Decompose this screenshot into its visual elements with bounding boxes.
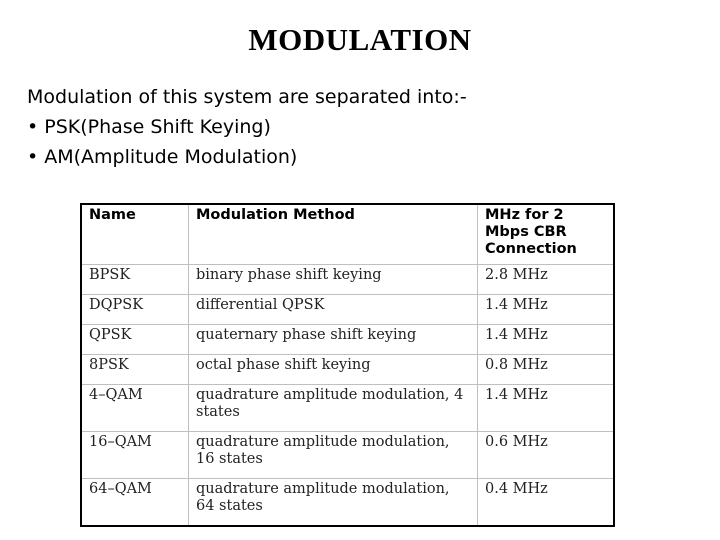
table-row	[81, 355, 614, 385]
cell-method: differential QPSK	[189, 295, 478, 325]
cell-mhz: 2.8 MHz	[478, 265, 615, 295]
page-title: MODULATION	[248, 22, 472, 57]
cell-mhz: 0.8 MHz	[478, 355, 615, 385]
bullet-am: • AM(Amplitude Modulation)	[27, 146, 298, 168]
table-row	[81, 432, 614, 479]
header-method: Modulation Method	[189, 204, 478, 265]
cell-name: 4–QAM	[81, 385, 189, 432]
table-header-row	[81, 204, 614, 265]
table-row	[81, 385, 614, 432]
cell-method: quaternary phase shift keying	[189, 325, 478, 355]
header-name: Name	[81, 204, 189, 265]
cell-mhz: 1.4 MHz	[478, 385, 615, 432]
intro-line: Modulation of this system are separated into:-	[27, 86, 467, 108]
cell-mhz: 0.6 MHz	[478, 432, 615, 479]
intro-text	[27, 82, 467, 172]
cell-method: binary phase shift keying	[189, 265, 478, 295]
cell-mhz: 1.4 MHz	[478, 325, 615, 355]
cell-method: quadrature amplitude modulation, 64 states	[189, 479, 478, 527]
cell-method: quadrature amplitude modulation, 16 states	[189, 432, 478, 479]
bullet-psk: • PSK(Phase Shift Keying)	[27, 116, 271, 138]
cell-name: 64–QAM	[81, 479, 189, 527]
header-mhz: MHz for 2 Mbps CBR Connection	[478, 204, 615, 265]
table-row	[81, 325, 614, 355]
cell-name: QPSK	[81, 325, 189, 355]
cell-method: octal phase shift keying	[189, 355, 478, 385]
table-row	[81, 479, 614, 527]
cell-mhz: 1.4 MHz	[478, 295, 615, 325]
modulation-table	[80, 203, 615, 527]
cell-method: quadrature amplitude modulation, 4 states	[189, 385, 478, 432]
table-row	[81, 265, 614, 295]
cell-name: BPSK	[81, 265, 189, 295]
cell-mhz: 0.4 MHz	[478, 479, 615, 527]
table-row	[81, 295, 614, 325]
cell-name: 16–QAM	[81, 432, 189, 479]
cell-name: DQPSK	[81, 295, 189, 325]
cell-name: 8PSK	[81, 355, 189, 385]
